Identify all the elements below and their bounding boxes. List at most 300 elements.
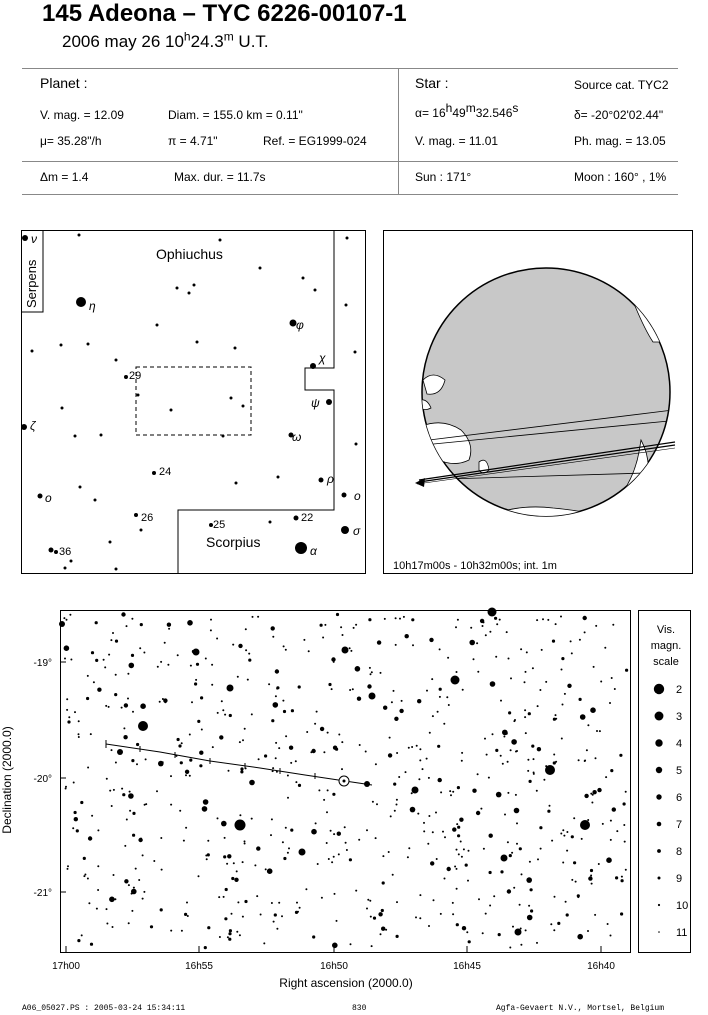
chart-star <box>483 848 485 850</box>
chart-star <box>602 823 604 825</box>
chart-star <box>170 930 172 932</box>
label-sigma: σ <box>353 524 361 538</box>
chart-star <box>533 758 535 760</box>
chart-star <box>91 651 94 654</box>
chart-star <box>150 925 153 928</box>
chart-star <box>227 854 231 858</box>
chart-star <box>72 827 74 829</box>
chart-star <box>591 802 593 804</box>
label-omicron-left: ο <box>45 491 52 505</box>
chart-star <box>428 815 430 817</box>
chart-star <box>115 762 117 764</box>
chart-star <box>78 736 80 738</box>
mag-scale-value: 8 <box>676 846 683 858</box>
chart-star <box>625 791 627 793</box>
chart-star <box>528 905 530 907</box>
chart-star <box>609 702 611 704</box>
chart-star <box>372 801 374 803</box>
finder-star <box>277 476 280 479</box>
chart-star <box>587 930 589 932</box>
chart-star <box>224 714 226 716</box>
chart-star <box>93 681 95 683</box>
chart-star <box>132 812 135 815</box>
chart-star <box>422 768 424 770</box>
chart-star <box>189 734 191 736</box>
chart-star <box>623 802 626 805</box>
chart-star <box>260 914 262 916</box>
chart-star <box>513 887 515 889</box>
chart-star <box>227 936 229 938</box>
chart-star <box>97 889 99 891</box>
chart-star <box>140 703 146 709</box>
chart-star <box>549 805 551 807</box>
chart-star <box>411 618 414 621</box>
chart-star <box>597 788 601 792</box>
chart-star <box>537 705 539 707</box>
chart-star <box>389 737 391 739</box>
chart-star <box>507 889 511 893</box>
chart-star <box>131 889 137 895</box>
chart-star <box>336 613 339 616</box>
chart-star <box>217 817 219 819</box>
chart-star <box>509 947 511 949</box>
chart-star <box>551 840 553 842</box>
constellation-serpens: Serpens <box>24 259 39 308</box>
chart-star <box>80 801 83 804</box>
chart-star <box>614 688 616 690</box>
chart-star <box>338 853 340 855</box>
chart-star <box>74 711 76 713</box>
mag-scale-value: 10 <box>676 900 689 912</box>
chart-star <box>625 669 628 672</box>
label-22: 22 <box>301 512 314 524</box>
chart-star <box>550 923 552 925</box>
chart-star <box>338 734 340 736</box>
chart-star <box>327 732 329 734</box>
label-36: 36 <box>59 546 72 558</box>
minute-unit: m <box>223 29 234 44</box>
chart-star <box>199 751 203 755</box>
chart-star <box>219 936 221 938</box>
finder-star <box>109 541 112 544</box>
chart-star <box>495 656 497 658</box>
chart-star <box>411 746 413 748</box>
chart-star <box>553 754 555 756</box>
planet-reference: Ref. = EG1999-024 <box>263 134 367 148</box>
chart-star <box>529 780 532 783</box>
chart-star <box>336 920 338 922</box>
chart-star <box>242 739 244 741</box>
chart-star <box>428 925 430 927</box>
chart-star <box>584 794 588 798</box>
finder-star <box>342 493 347 498</box>
chart-star-bright <box>235 820 246 831</box>
chart-star <box>596 730 598 732</box>
chart-star <box>224 917 227 920</box>
chart-star <box>447 657 449 659</box>
chart-star <box>383 706 387 710</box>
delta-magnitude: Δm = 1.4 <box>40 170 89 184</box>
chart-star <box>524 681 526 683</box>
chart-star <box>160 837 162 839</box>
chart-star-bright <box>299 849 306 856</box>
chart-star <box>185 770 189 774</box>
chart-star-bright <box>342 647 349 654</box>
chart-star <box>520 648 522 650</box>
chart-star <box>437 745 440 748</box>
chart-star <box>401 700 403 702</box>
chart-star <box>64 658 66 660</box>
chart-star <box>251 818 253 820</box>
chart-star <box>381 927 385 931</box>
chart-star <box>287 797 289 799</box>
chart-star <box>183 840 185 842</box>
chart-star <box>225 888 228 891</box>
chart-star <box>240 767 243 770</box>
chart-star <box>448 704 450 706</box>
chart-star <box>542 618 544 620</box>
chart-star <box>489 905 491 907</box>
chart-star <box>527 770 529 772</box>
chart-star <box>472 789 476 793</box>
chart-star <box>536 942 538 944</box>
chart-star <box>536 790 538 792</box>
chart-star <box>233 862 235 864</box>
chart-star <box>578 759 580 761</box>
chart-star <box>206 858 208 860</box>
label-nu: ν <box>31 232 37 246</box>
chart-star <box>153 860 155 862</box>
chart-star <box>415 916 417 918</box>
chart-star <box>195 679 197 681</box>
chart-star <box>232 644 234 646</box>
chart-star <box>67 720 70 723</box>
chart-star <box>333 746 337 750</box>
info-top-rule <box>22 68 678 69</box>
chart-star <box>579 698 582 701</box>
chart-star <box>306 731 308 733</box>
chart-star <box>508 711 511 714</box>
chart-star <box>114 898 116 900</box>
chart-star <box>545 681 547 683</box>
chart-star <box>465 864 468 867</box>
chart-star <box>290 829 293 832</box>
chart-star <box>283 645 285 647</box>
chart-star <box>470 627 472 629</box>
chart-star <box>103 659 105 661</box>
chart-star <box>452 791 454 793</box>
chart-star <box>427 843 429 845</box>
chart-star <box>124 879 128 883</box>
finder-star <box>295 542 307 554</box>
star-section-label: Star : <box>415 75 449 91</box>
chart-star <box>494 617 497 620</box>
chart-star <box>190 665 192 667</box>
finder-star <box>134 513 138 517</box>
chart-star <box>557 922 560 925</box>
chart-star <box>295 760 297 762</box>
chart-star <box>245 628 247 630</box>
chart-star <box>484 738 486 740</box>
chart-star <box>311 829 317 835</box>
planet-section-label: Planet : <box>40 75 88 91</box>
chart-star <box>509 854 512 857</box>
finder-star <box>188 292 191 295</box>
chart-star <box>95 621 98 624</box>
chart-star <box>285 649 287 651</box>
chart-star <box>187 620 193 626</box>
chart-star <box>341 741 343 743</box>
chart-star <box>584 631 586 633</box>
chart-star <box>207 840 209 842</box>
chart-star <box>530 909 533 912</box>
chart-star <box>369 667 371 669</box>
chart-star <box>560 616 562 618</box>
chart-star <box>126 819 128 821</box>
chart-star <box>276 688 278 690</box>
chart-star <box>490 681 496 687</box>
finder-star <box>22 235 28 241</box>
label-eta: η <box>89 299 96 313</box>
chart-star <box>87 675 89 677</box>
chart-star <box>244 840 246 842</box>
chart-star <box>167 664 169 666</box>
chart-star <box>326 842 328 844</box>
chart-star <box>450 794 452 796</box>
chart-star <box>477 773 479 775</box>
chart-star <box>298 784 301 787</box>
chart-star <box>359 744 361 746</box>
chart-star <box>349 647 351 649</box>
chart-star <box>398 776 400 778</box>
chart-star <box>376 803 378 805</box>
chart-star <box>275 669 279 673</box>
chart-star <box>335 944 337 946</box>
chart-star <box>456 671 458 673</box>
chart-star <box>510 677 512 679</box>
chart-star <box>581 838 583 840</box>
chart-star <box>593 666 595 668</box>
chart-star <box>128 922 130 924</box>
chart-star <box>600 681 602 683</box>
chart-star <box>419 759 421 761</box>
chart-star <box>242 861 244 863</box>
chart-star <box>276 928 278 930</box>
label-26: 26 <box>141 512 154 524</box>
chart-star <box>197 720 200 723</box>
chart-star <box>610 935 612 937</box>
chart-star <box>86 697 89 700</box>
ra-seconds: 32.546 <box>475 106 513 120</box>
constellation-scorpius: Scorpius <box>206 534 261 550</box>
finder-star <box>242 405 245 408</box>
chart-star <box>254 864 256 866</box>
chart-star <box>221 821 227 827</box>
chart-star <box>615 876 618 879</box>
chart-star <box>145 758 147 760</box>
chart-star <box>109 897 115 903</box>
chart-star <box>439 648 441 650</box>
chart-star <box>355 666 361 672</box>
info-divider <box>398 68 399 194</box>
chart-star <box>275 757 277 759</box>
chart-star <box>594 914 596 916</box>
chart-star <box>586 749 588 751</box>
chart-star <box>105 705 107 707</box>
chart-star <box>283 710 286 713</box>
chart-star <box>555 714 557 716</box>
chart-star <box>131 910 133 912</box>
chart-star <box>328 858 330 860</box>
chart-star <box>65 786 67 788</box>
chart-star <box>244 728 246 730</box>
chart-star <box>63 617 65 619</box>
chart-star <box>132 834 135 837</box>
finder-star <box>156 324 159 327</box>
chart-star <box>571 652 573 654</box>
chart-star <box>78 733 80 735</box>
chart-star <box>180 761 183 764</box>
chart-star <box>353 627 355 629</box>
chart-star <box>142 854 144 856</box>
chart-star <box>278 747 280 749</box>
star-declination: δ= -20°02'02.44" <box>574 108 664 122</box>
chart-star <box>456 868 458 870</box>
mag-scale-dot <box>657 822 662 827</box>
chart-star <box>271 719 274 722</box>
finder-star <box>31 350 34 353</box>
chart-star <box>334 893 336 895</box>
chart-star <box>318 789 320 791</box>
chart-star <box>371 671 373 673</box>
chart-star <box>282 700 284 702</box>
finder-star <box>49 548 54 553</box>
chart-star <box>177 654 179 656</box>
chart-star <box>533 773 535 775</box>
ra-tick-16h40: 16h40 <box>587 961 615 972</box>
finder-star <box>230 397 233 400</box>
chart-star <box>554 896 556 898</box>
chart-star <box>621 879 624 882</box>
chart-star <box>514 719 516 721</box>
chart-star <box>525 671 527 673</box>
mag-scale-dot <box>657 849 661 853</box>
chart-star <box>612 807 616 811</box>
chart-star <box>311 749 315 753</box>
chart-star <box>268 683 270 685</box>
chart-star <box>202 806 208 812</box>
mag-scale-value: 5 <box>676 765 683 777</box>
chart-star <box>136 763 138 765</box>
chart-star <box>121 707 123 709</box>
chart-star <box>127 673 129 675</box>
chart-star <box>367 684 371 688</box>
chart-star <box>231 913 233 915</box>
chart-star <box>461 856 463 858</box>
chart-star <box>505 732 508 735</box>
chart-star <box>588 876 592 880</box>
chart-star <box>571 879 573 881</box>
chart-star <box>156 790 158 792</box>
chart-star <box>326 811 328 813</box>
chart-star <box>564 693 566 695</box>
chart-star <box>577 934 583 940</box>
chart-star <box>273 702 279 708</box>
chart-star <box>203 799 209 805</box>
chart-star-bright <box>501 855 508 862</box>
chart-star-bright <box>515 929 522 936</box>
chart-star <box>163 698 167 702</box>
ra-second-unit: s <box>512 101 519 115</box>
chart-star <box>426 690 428 692</box>
star-vmag: V. mag. = 11.01 <box>415 134 499 148</box>
chart-star <box>502 763 504 765</box>
chart-star <box>391 701 393 703</box>
chart-star <box>170 775 172 777</box>
chart-star <box>488 777 490 779</box>
chart-star <box>143 652 145 654</box>
chart-star <box>267 868 273 874</box>
chart-star <box>500 870 503 873</box>
chart-star <box>610 839 612 841</box>
chart-star <box>419 917 421 919</box>
mag-scale-dot <box>658 931 660 933</box>
finder-star <box>170 409 173 412</box>
chart-star <box>263 942 265 944</box>
chart-star <box>207 926 210 929</box>
finder-star <box>341 526 349 534</box>
chart-star <box>275 742 277 744</box>
finder-star <box>115 568 118 571</box>
chart-star <box>540 848 542 850</box>
chart-star <box>620 912 623 915</box>
chart-star <box>375 763 377 765</box>
chart-star <box>567 684 571 688</box>
source-catalog: Source cat. TYC2 <box>574 78 669 92</box>
chart-star <box>521 873 523 875</box>
sun-elongation: Sun : 171° <box>415 170 472 184</box>
chart-star <box>357 697 361 701</box>
chart-star-bright <box>488 608 497 617</box>
chart-star <box>552 640 555 643</box>
chart-star <box>496 623 498 625</box>
mag-scale-value: 9 <box>676 873 683 885</box>
chart-star <box>210 629 212 631</box>
chart-star <box>366 829 368 831</box>
chart-star <box>394 717 398 721</box>
chart-star <box>108 706 110 708</box>
footer-page-number: 830 <box>352 1004 367 1013</box>
chart-star <box>81 934 83 936</box>
mag-scale-dot <box>656 767 662 773</box>
chart-star <box>458 853 460 855</box>
chart-star <box>369 900 371 902</box>
chart-star <box>157 666 159 668</box>
minutes: 24.3 <box>190 32 224 51</box>
chart-star <box>462 689 464 691</box>
chart-star <box>265 868 267 870</box>
chart-star <box>393 690 395 692</box>
chart-star <box>456 849 458 851</box>
chart-star <box>444 878 446 880</box>
chart-star <box>187 915 189 917</box>
y-axis-label: Declination (2000.0) <box>0 726 14 834</box>
chart-star <box>575 881 577 883</box>
chart-star <box>315 822 317 824</box>
chart-star <box>248 653 250 655</box>
chart-star <box>321 897 323 899</box>
chart-star <box>104 666 106 668</box>
